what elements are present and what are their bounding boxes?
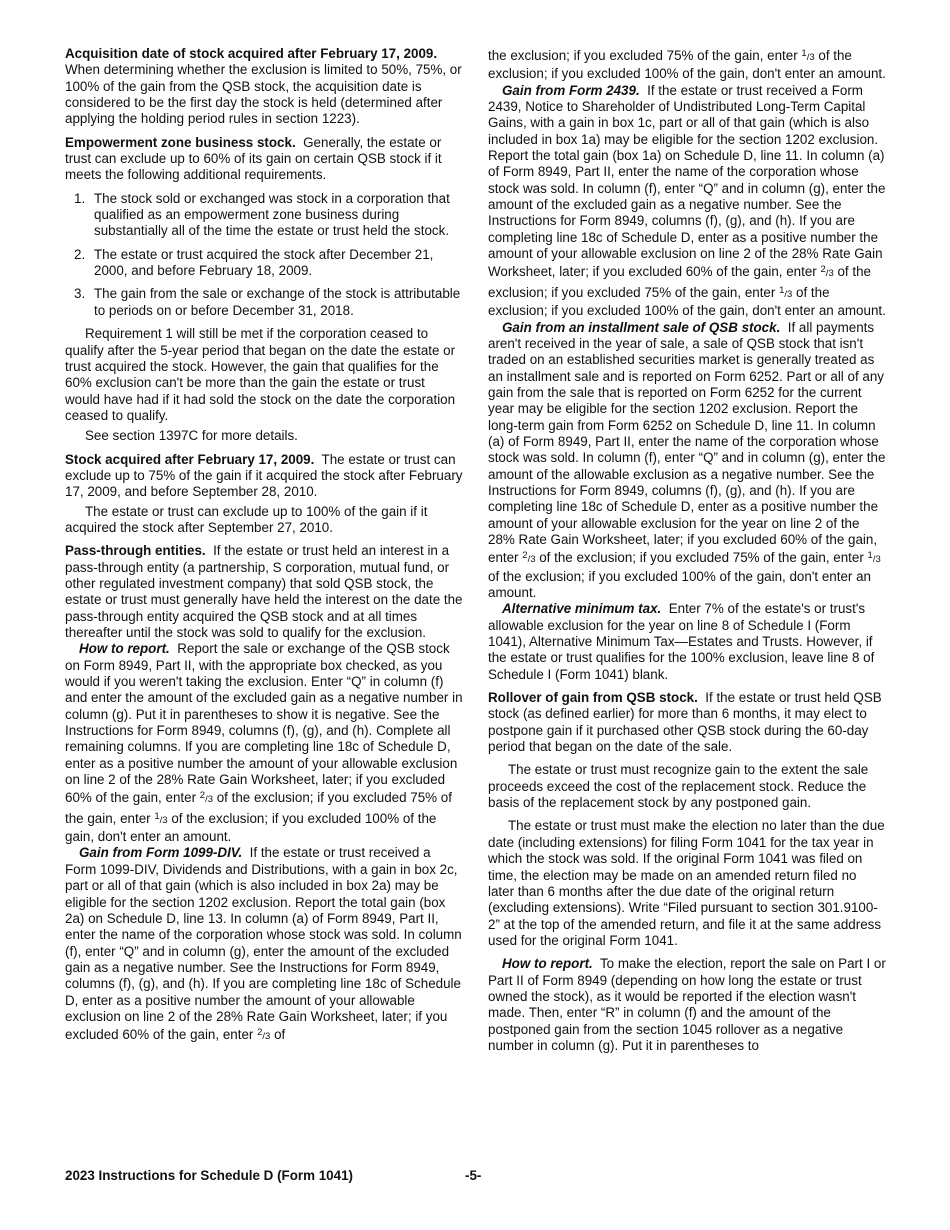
acquisition-date-heading: Acquisition date of stock acquired after February 17, 2009. <box>65 46 438 61</box>
fraction-one-third: 1/3 <box>779 284 793 300</box>
amt-heading: Alternative minimum tax. <box>502 601 662 617</box>
fraction-two-thirds: 2/3 <box>199 790 213 806</box>
how-to-report-paragraph: How to report. Report the sale or exchange of the QSB stock on Form 8949, Part II, with the appropriate box checked, as you would if you weren't taking the exclusion. Enter “Q” in column (f) and enter the amount of the excluded gain as a negative number in column (g). Put it in parentheses to show it is negative. See the Instructions for Form 8949, columns (f), (g), and (h). Complete all remaining columns. If you are completing line 18c of Schedule D, enter as a positive number the amount of your allowable exclusion on line 2 of the 28% Rate Gain Worksheet, later; if you excluded 60% of the gain, enter 2/3 of the exclusion; if you excluded 75% of the gain, enter 1/3 of the exclusion; if you excluded 100% of the gain, don't enter an amount. <box>65 641 463 845</box>
exclude-100-paragraph: The estate or trust can exclude up to 100% of the gain if it acquired the stock after September 27, 2010. <box>65 503 428 535</box>
installment-sale-heading: Gain from an installment sale of QSB stock. <box>502 319 781 335</box>
installment-sale-paragraph: Gain from an installment sale of QSB stock. If all payments aren't received in the year of sale, a sale of QSB stock that isn't traded on an established securities market is generally treated as an installment sale and is reported on Form 6252. Part or all of any gain from the sale that is reported on Form 6252 for the current year may be eligible for the section 1202 exclusion. Report the long-term gain from Form 6252 on Schedule D, line 11. In column (a) of Form 8949, Part II, enter the name of the corporation whose stock was sold. In column (f), enter “Q” and in column (g), enter the amount of the allowable exclusion as a negative number. See the Instructions for Form 8949, columns (f), (g), and (h). If you are completing line 18c of Schedule D, enter as a positive number the amount of your allowable exclusion for the year on line 2 of the 28% Rate Gain Worksheet, later; if you excluded 60% of the gain, enter 2/3 of the exclusion; if you excluded 75% of the gain, enter 1/3 of the exclusion; if you excluded 100% of the gain, don't enter an amount. <box>488 319 886 600</box>
empowerment-zone-paragraph <box>65 135 463 184</box>
pass-through-paragraph: Pass-through entities. If the estate or trust held an interest in a pass-through entity (a partnership, S corporation, mutual fund, or other regulated investment company) that sold QSB stock, the estate or trust must generally have held the interest on the date the pass-through entity acquired the QSB stock and at all times thereafter until the stock was sold to qualify for the exclusion. <box>65 543 463 640</box>
continued-paragraph: the exclusion; if you excluded 75% of the gain, enter 1/3 of the exclusion; if you excluded 100% of the gain, don't enter an amount. <box>488 48 886 82</box>
page-number: -5- <box>465 1168 482 1183</box>
list-item: 3. The gain from the sale or exchange of the stock is attributable to periods on or before December 31, 2018. <box>74 286 461 318</box>
form-2439-heading: Gain from Form 2439. <box>502 82 640 98</box>
how-to-report-heading: How to report. <box>79 641 170 657</box>
fraction-one-third: 1/3 <box>154 810 168 826</box>
form-2439-paragraph: Gain from Form 2439. If the estate or trust received a Form 2439, Notice to Shareholder of Undistributed Long-Term Capital Gains, with a gain in box 1c, part or all of that gain (which is also included in box 1a) may be eligible for the section 1202 exclusion. Report the total gain (box 1a) on Schedule D, line 11. In column (a) of Form 8949, Part II, enter the name of the corporation whose stock was sold. In column (f), enter “Q” and in column (g), enter the amount of the excluded gain as a negative number. See the Instructions for Form 8949, columns (f), (g), and (h). If you are completing line 18c of Schedule D, enter as a positive number the amount of your allowable exclusion on line 2 of the 28% Rate Gain Worksheet, later; if you excluded 60% of the gain, enter 2/3 of the exclusion; if you excluded 75% of the gain, enter 1/3 of the exclusion; if you excluded 100% of the gain, don't enter an amount. <box>488 82 886 319</box>
fraction-two-thirds: 2/3 <box>820 264 834 280</box>
requirement-1-paragraph: Requirement 1 will still be met if the corporation ceased to qualify after the 5-year period that began on the date the estate or trust acquired the stock. However, the gain that qualifies for the 60% exclusion can't be more than the gain the estate or trust would have had if it had sold the stock on the date the corporation ceased to qualify. <box>65 326 456 423</box>
see-section-paragraph: See section 1397C for more details. <box>85 428 298 444</box>
empowerment-zone-heading: Empowerment zone business stock. <box>65 134 296 150</box>
election-paragraph: The estate or trust must make the election no later than the due date (including extensions) for filing Form 1041 for the tax year in which the stock was sold. If the original Form 1041 was filed on time, the election may be made on an amended return filed no later than 6 months after the due date of the original return (excluding extensions). Write “Filed pursuant to section 301.9100-2” at the top of the amended return, and file it at the same address used for the original Form 1041. <box>488 818 885 948</box>
pass-through-heading: Pass-through entities. <box>65 543 206 559</box>
rollover-heading: Rollover of gain from QSB stock. <box>488 690 698 706</box>
fraction-two-thirds: 2/3 <box>257 1027 271 1043</box>
acquisition-date-paragraph <box>65 46 463 128</box>
list-item: 1. The stock sold or exchanged was stock in a corporation that qualified as an empowerment zone business during substantially all of the time the estate or trust held the stock. <box>74 190 450 239</box>
how-to-report-2-paragraph: How to report. To make the election, report the sale on Part I or Part II of Form 8949 (depending on how long the estate or trust owned the stock), as it would be reported if the election wasn't made. Then, enter “R” in column (f) and the amount of the postponed gain from the section 1045 rollover as a negative number in column (g). Put it in parentheses to <box>488 956 886 1053</box>
left-column <box>65 46 463 1046</box>
stock-acquired-heading: Stock acquired after February 17, 2009. <box>65 451 315 467</box>
recognize-gain-paragraph: The estate or trust must recognize gain to the extent the sale proceeds exceed the cost of the replacement stock. Reduce the basis of the replacement stock by any postponed gain. <box>488 762 869 811</box>
form-1099-div-heading: Gain from Form 1099-DIV. <box>79 845 243 861</box>
amt-paragraph: Alternative minimum tax. Enter 7% of the estate's or trust's allowable exclusion for the year on line 8 of Schedule I (Form 1041), Alternative Minimum Tax—Estates and Trusts. However, if the estate or trust qualifies for the 100% exclusion, leave line 8 of Schedule I (Form 1041) blank. <box>488 601 875 682</box>
footer-title: 2023 Instructions for Schedule D (Form 1041) <box>65 1168 353 1183</box>
requirements-list <box>65 191 463 319</box>
acquisition-date-text: When determining whether the exclusion is limited to 50%, 75%, or 100% of the gain from the QSB stock, the acquisition date is considered to be the first day the stock is held (determined after applying the holding period rules in section 1223). <box>65 62 462 127</box>
empowerment-zone-text: Generally, the estate or trust can exclude up to 60% of its gain on certain QSB stock if it meets the following additional requirements. <box>65 134 442 183</box>
fraction-two-thirds: 2/3 <box>522 550 536 566</box>
form-1099-div-paragraph: Gain from Form 1099-DIV. If the estate or trust received a Form 1099-DIV, Dividends and Distributions, with a gain in box 2c, part or all of that gain (which is also included in box 2a) may be eligible for the section 1202 exclusion. Report the total gain (box 2a) on Schedule D, line 13. In column (a) of Form 8949, Part II, enter the name of the corporation whose stock was sold. In column (f), enter “Q” and in column (g), enter the amount of the excluded gain as a negative number. See the Instructions for Form 8949, columns (f), (g), and (h). If you are completing line 18c of Schedule D, enter as a positive number the amount of your allowable exclusion on line 2 of the 28% Rate Gain Worksheet, later; if you excluded 60% of the gain, enter 2/3 of <box>65 845 462 1043</box>
how-to-report-2-heading: How to report. <box>502 956 593 972</box>
stock-acquired-paragraph: Stock acquired after February 17, 2009. The estate or trust can exclude up to 75% of the gain if it acquired the stock after February 17, 2009, and before September 28, 2010. <box>65 451 463 500</box>
right-column <box>488 46 886 1054</box>
rollover-paragraph: Rollover of gain from QSB stock. If the estate or trust held QSB stock (as defined earlier) for more than 6 months, it may elect to postpone gain if it purchased other QSB stock during the 60-day period that began on the date of the sale. <box>488 690 882 755</box>
fraction-one-third: 1/3 <box>801 48 815 63</box>
list-item: 2. The estate or trust acquired the stock after December 21, 2000, and before February 18, 2009. <box>74 246 434 279</box>
fraction-one-third: 1/3 <box>867 550 881 566</box>
